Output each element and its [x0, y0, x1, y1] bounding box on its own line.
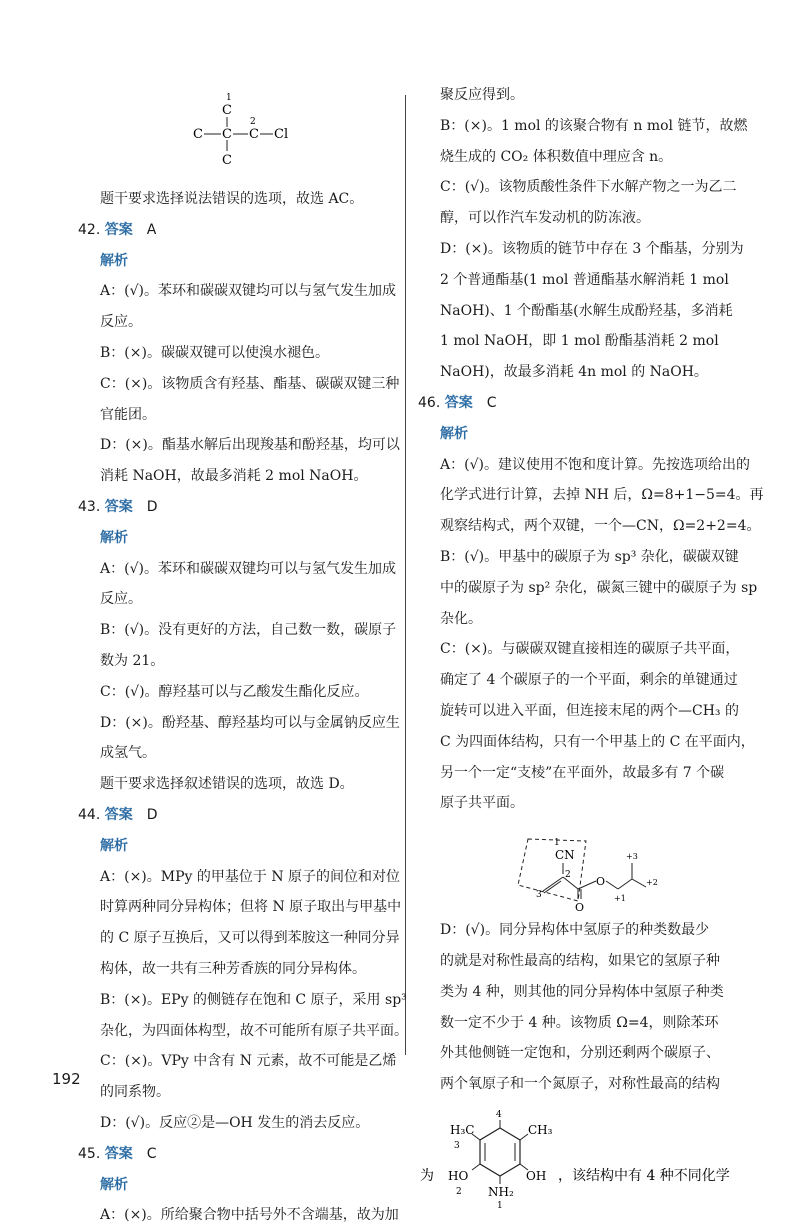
- text-line: 的就是对称性最高的结构，如果它的氢原子种: [440, 952, 720, 969]
- text-line: A：(×)。所给聚合物中括号外不含端基，故为加: [100, 1207, 399, 1224]
- struct2-p2: +2: [646, 878, 658, 888]
- text-line: A：(√)。建议使用不饱和度计算。先按选项给出的: [440, 456, 750, 473]
- struct3-num4: 4: [496, 1109, 502, 1120]
- text-line: 烧生成的 CO₂ 体积数值中理应含 n。: [440, 148, 673, 165]
- text-line: 反应。: [100, 314, 142, 331]
- text-line: 原子共平面。: [440, 795, 524, 812]
- text-line: 的 C 原子互换后，又可以得到苯胺这一种同分异: [100, 930, 400, 947]
- text-line: A：(√)。苯环和碳碳双键均可以与氢气发生加成: [100, 283, 396, 300]
- text-line: 两个氧原子和一个氮原子，对称性最高的结构: [440, 1076, 720, 1093]
- struct1-c-mid: C: [222, 127, 232, 142]
- struct2-o-ester: O: [596, 875, 606, 889]
- struct2-cn: CN: [555, 848, 575, 863]
- struct2-o-carbonyl: O: [575, 901, 585, 915]
- text-line: B：(×)。EPy 的侧链存在饱和 C 原子，采用 sp³: [100, 991, 407, 1008]
- text-line: C 为四面体结构，只有一个甲基上的 C 在平面内，: [440, 733, 755, 750]
- structure-acrylate: [418, 819, 730, 915]
- struct3-num3: 3: [454, 1140, 460, 1151]
- structure-chloroalkane-svg: [78, 80, 396, 184]
- struct1-cl: Cl: [274, 127, 289, 142]
- struct3-h3c: H₃C: [450, 1122, 475, 1137]
- text-line: B：(×)。1 mol 的该聚合物有 n mol 链节，故燃: [440, 117, 748, 134]
- question-number: 45.: [78, 1145, 101, 1162]
- analysis-heading: 解析: [100, 252, 128, 269]
- text-line: 构体，故一共有三种芳香族的同分异构体。: [100, 960, 366, 977]
- struct1-c-top: C: [222, 103, 232, 118]
- answer-value: A: [146, 221, 157, 238]
- text-line: B：(×)。碳碳双键可以使溴水褪色。: [100, 344, 329, 361]
- text-line: 的同系物。: [100, 1084, 170, 1101]
- text-line: 杂化。: [440, 610, 482, 627]
- structure-chloroalkane: [78, 80, 396, 184]
- text-line: 杂化，为四面体构型，故不可能所有原子共平面。: [100, 1022, 408, 1039]
- struct2-p3: +3: [626, 852, 638, 862]
- struct3-suffix: ，该结构中有 4 种不同化学: [558, 1167, 730, 1184]
- struct3-ho: HO: [448, 1168, 469, 1183]
- text-line: 成氢气。: [100, 745, 156, 762]
- answer-value: C: [146, 1145, 157, 1162]
- struct2-num3: 3: [536, 890, 542, 901]
- text-line: 官能团。: [100, 406, 156, 423]
- text-line: 类为 4 种，则其他的同分异构体中氢原子种类: [440, 983, 724, 1000]
- answer-label: 答案: [444, 394, 473, 411]
- struct1-num2: 2: [250, 117, 256, 127]
- text-line: 旋转可以进入平面，但连接末尾的两个—CH₃ 的: [440, 702, 739, 719]
- text-line: C：(×)。该物质含有羟基、酯基、碳碳双键三种: [100, 375, 400, 392]
- structure-aminophenol-svg: [418, 1100, 730, 1210]
- text-line: NaOH)，故最多消耗 4n mol 的 NaOH。: [440, 364, 708, 381]
- text-line: D：(√)。反应②是—OH 发生的消去反应。: [100, 1114, 370, 1131]
- text-line: 时算两种同分异构体；但将 N 原子取出与甲基中: [100, 899, 402, 916]
- struct2-num1: 1: [554, 838, 560, 849]
- text-line: C：(√)。醇羟基可以与乙酸发生酯化反应。: [100, 683, 369, 700]
- question-number: 46.: [418, 394, 441, 411]
- text-line: C：(×)。与碳碳双键直接相连的碳原子共平面，: [440, 641, 740, 658]
- analysis-heading: 解析: [100, 1176, 128, 1193]
- text-line: 外其他侧链一定饱和，分别还剩两个碳原子、: [440, 1045, 720, 1062]
- text-line: B：(√)。没有更好的方法，自己数一数，碳原子: [100, 622, 397, 639]
- answer-line: [78, 492, 396, 523]
- right-text-bottom: [418, 915, 730, 1100]
- answer-value: C: [486, 394, 497, 411]
- struct2-p1: +1: [614, 894, 626, 904]
- answer-line: [78, 215, 396, 246]
- text-line: 题干要求选择叙述错误的选项，故选 D。: [100, 776, 354, 793]
- text-line: D：(×)。该物质的链节中存在 3 个酯基，分别为: [440, 240, 744, 257]
- struct3-num2: 2: [456, 1186, 462, 1197]
- struct2-num2: 2: [565, 870, 571, 881]
- text-line: C：(√)。该物质酸性条件下水解产物之一为乙二: [440, 179, 737, 196]
- text-line: D：(×)。酯基水解后出现羧基和酚羟基，均可以: [100, 437, 400, 454]
- text-line: 观察结构式，两个双键，一个—CN，Ω=2+2=4。: [440, 518, 761, 535]
- answer-line: [78, 1139, 396, 1170]
- struct1-c-left: C: [193, 127, 203, 142]
- text-line: 确定了 4 个碳原子的一个平面，剩余的单键通过: [440, 672, 738, 689]
- text-line: NaOH)、1 个酚酯基(水解生成酚羟基，多消耗: [440, 302, 733, 319]
- text-line: 反应。: [100, 591, 142, 608]
- text-line: 2 个普通酯基(1 mol 普通酯基水解消耗 1 mol: [440, 271, 729, 288]
- struct3-nh2: NH₂: [488, 1184, 514, 1199]
- answer-label: 答案: [104, 1145, 133, 1162]
- answer-line: [418, 388, 730, 419]
- text-line: A：(√)。苯环和碳碳双键均可以与氢气发生加成: [100, 560, 396, 577]
- answer-label: 答案: [104, 221, 133, 238]
- structure-acrylate-svg: [418, 819, 730, 915]
- text-line: B：(√)。甲基中的碳原子为 sp³ 杂化，碳碳双键: [440, 548, 739, 565]
- text-line: 醇，可以作汽车发动机的防冻液。: [440, 210, 650, 227]
- answer-value: D: [146, 498, 158, 515]
- question-number: 42.: [78, 221, 101, 238]
- text-line: A：(×)。MPy 的甲基位于 N 原子的间位和对位: [100, 868, 401, 885]
- question-number: 43.: [78, 498, 101, 515]
- text-line: 题干要求选择说法错误的选项，故选 AC。: [100, 191, 364, 207]
- text-line: C：(×)。VPy 中含有 N 元素，故不可能是乙烯: [100, 1053, 397, 1070]
- analysis-heading: 解析: [440, 425, 468, 442]
- text-line: 数一定不少于 4 种。该物质 Ω=4，则除苯环: [440, 1014, 719, 1031]
- struct1-num1: 1: [226, 93, 232, 103]
- text-line: 化学式进行计算，去掉 NH 后，Ω=8+1−5=4。再: [440, 487, 764, 504]
- right-column: [418, 80, 764, 1211]
- text-line: 聚反应得到。: [440, 87, 524, 103]
- text-line: 中的碳原子为 sp² 杂化，碳氮三键中的碳原子为 sp: [440, 579, 758, 596]
- text-line: D：(√)。同分异构体中氢原子的种类数最少: [440, 922, 710, 939]
- struct1-c-bottom: C: [222, 153, 232, 168]
- text-line: 消耗 NaOH，故最多消耗 2 mol NaOH。: [100, 468, 368, 485]
- column-divider: [405, 95, 406, 1055]
- answer-value: D: [146, 806, 158, 823]
- analysis-heading: 解析: [100, 837, 128, 854]
- right-text-top: [418, 80, 764, 819]
- struct3-num1: 1: [497, 1200, 503, 1211]
- text-line: 另一个一定“支棱”在平面外，故最多有 7 个碳: [440, 764, 725, 781]
- page-number: 192: [52, 1070, 81, 1088]
- text-line: D：(×)。酚羟基、醇羟基均可以与金属钠反应生: [100, 714, 400, 731]
- struct3-prefix: 为: [420, 1167, 434, 1184]
- structure-aminophenol: [418, 1100, 730, 1210]
- struct1-c-right: C: [249, 127, 259, 142]
- answer-line: [78, 800, 396, 831]
- left-column: [78, 80, 408, 1231]
- left-text: [78, 184, 408, 1231]
- answer-label: 答案: [104, 806, 133, 823]
- struct3-ch3: CH₃: [528, 1122, 553, 1137]
- struct3-oh: OH: [526, 1168, 547, 1183]
- analysis-heading: 解析: [100, 529, 128, 546]
- text-line: 数为 21。: [100, 652, 165, 669]
- question-number: 44.: [78, 806, 101, 823]
- answer-label: 答案: [104, 498, 133, 515]
- text-line: 1 mol NaOH，即 1 mol 酚酯基消耗 2 mol: [440, 333, 719, 350]
